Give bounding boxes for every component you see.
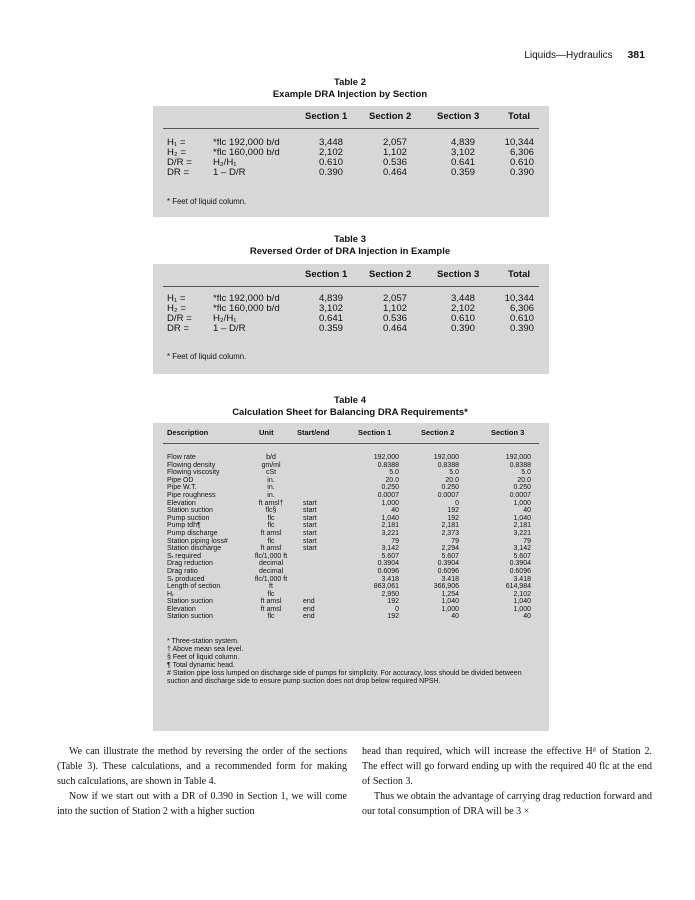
cell: 192,000: [433, 454, 459, 461]
cell: 40: [523, 613, 531, 621]
cell: 863,061: [373, 583, 399, 591]
table4-footnote: § Feet of liquid column.: [167, 654, 240, 661]
row-symbol: H₂ =: [167, 303, 186, 314]
cell: end: [303, 605, 315, 613]
row-description: 1 – D/R: [213, 323, 246, 334]
cell: 2,102: [450, 303, 475, 314]
cell: flc/1,000 ft: [254, 552, 288, 560]
cell: 0.0007: [437, 491, 459, 499]
cell: 366,906: [433, 583, 459, 591]
cell: Hᵣ: [167, 590, 174, 598]
cell: Station suction: [167, 507, 213, 515]
cell: 1,040: [513, 598, 531, 606]
cell: start: [303, 529, 317, 537]
table3-footnote: * Feet of liquid column.: [167, 352, 247, 361]
cell: 3,221: [513, 529, 531, 537]
table-row: [153, 538, 549, 546]
cell: 5.607: [513, 552, 531, 560]
cell: Flowing viscosity: [167, 469, 220, 477]
cell: cSt: [265, 469, 277, 477]
body-paragraph: Thus we obtain the advantage of carrying drag reduction forward and our total consumption of DRA will be 3 ×: [362, 791, 652, 817]
cell: 4,839: [318, 293, 343, 304]
cell: 2,181: [441, 522, 459, 530]
row-symbol: DR =: [167, 323, 190, 334]
cell: flc: [267, 537, 275, 545]
table4-col-description: Description: [167, 428, 209, 437]
row-description: *flc 192,000 b/d: [213, 137, 280, 148]
cell: 6,306: [509, 303, 534, 314]
body-paragraph: Now if we start out with a DR of 0.390 in Section 1, we will come into the suction of Station 2 with a higher suction: [57, 791, 347, 817]
cell: ft amsl: [260, 605, 282, 613]
cell: flc: [267, 514, 275, 522]
cell: 0.610: [509, 313, 534, 324]
cell: 0.610: [509, 157, 534, 168]
cell: 0.390: [318, 167, 343, 178]
cell: start: [303, 514, 317, 522]
cell: ft amsl†: [258, 499, 284, 507]
cell: in.: [267, 491, 275, 499]
table4-header-row: [153, 423, 549, 439]
cell: 192,000: [505, 454, 531, 461]
page-number: 381: [627, 49, 645, 61]
cell: decimal: [258, 567, 284, 575]
cell: 1,254: [441, 590, 459, 598]
cell: Pump discharge: [167, 529, 218, 537]
cell: 5.607: [441, 552, 459, 560]
row-description: H₂/H₁: [213, 157, 237, 168]
cell: 5.0: [389, 469, 399, 477]
table3-col-4: Total: [508, 269, 530, 280]
cell: 79: [523, 537, 531, 545]
cell: 0.359: [318, 323, 343, 334]
cell: 3,102: [450, 147, 475, 158]
cell: 2,294: [441, 545, 459, 553]
table-row: [153, 500, 549, 508]
cell: 2,950: [381, 590, 399, 598]
cell: 0.464: [382, 167, 407, 178]
cell: 0.610: [318, 157, 343, 168]
table2-col-2: Section 2: [369, 111, 412, 122]
table-row: [153, 477, 549, 485]
cell: 0.390: [509, 167, 534, 178]
cell: Station piping loss#: [167, 537, 228, 545]
table-row: [153, 469, 549, 477]
cell: 3.418: [381, 575, 399, 583]
cell: 0.6096: [437, 567, 459, 575]
table3-rule: [163, 286, 539, 287]
cell: 0.390: [450, 323, 475, 334]
cell: 0.8388: [437, 461, 459, 469]
cell: decimal: [258, 560, 284, 568]
cell: end: [303, 613, 315, 621]
cell: 3,102: [318, 303, 343, 314]
cell: 2,057: [382, 293, 407, 304]
cell: 20.0: [445, 476, 459, 484]
cell: ft amsl: [260, 545, 282, 553]
table2-col-1: Section 1: [305, 111, 348, 122]
cell: 6,306: [509, 147, 534, 158]
row-description: H₂/H₁: [213, 313, 237, 324]
cell: 0.641: [450, 157, 475, 168]
table4-col-startend: Start/end: [297, 428, 330, 437]
cell: Pipe OD: [167, 476, 194, 484]
row-description: *flc 160,000 b/d: [213, 303, 280, 314]
cell: Sᵣ required: [167, 552, 201, 560]
cell: 0.359: [450, 167, 475, 178]
row-symbol: H₂ =: [167, 147, 186, 158]
cell: flc: [267, 590, 275, 598]
table4-col-section3: Section 3: [491, 428, 525, 437]
table3-body: [153, 294, 549, 334]
table-row: [153, 324, 549, 334]
table4-title: Calculation Sheet for Balancing DRA Requirements*: [232, 407, 468, 418]
row-description: *flc 160,000 b/d: [213, 147, 280, 158]
cell: 2,373: [441, 529, 459, 537]
table-row: [153, 507, 549, 515]
cell: start: [303, 545, 317, 553]
cell: ft: [269, 583, 273, 591]
cell: start: [303, 507, 317, 515]
cell: 0.250: [513, 484, 531, 492]
cell: 1,000: [381, 499, 399, 507]
cell: 0: [455, 499, 459, 507]
cell: 614,984: [505, 583, 531, 591]
cell: Sᵣ produced: [167, 575, 205, 583]
table3-caption: [150, 234, 550, 258]
body-paragraph: head than required, which will increase the effective Hᵈ of Station 2. The effect will go forward ending up with the required 40 flc at the end of Section 3.: [362, 746, 652, 787]
cell: 1,040: [513, 514, 531, 522]
cell: 192: [447, 507, 459, 515]
cell: Elevation: [167, 499, 196, 507]
table-row: [153, 583, 549, 591]
cell: in.: [267, 484, 275, 492]
cell: 0.250: [381, 484, 399, 492]
cell: 79: [391, 537, 399, 545]
table4-footnotes: [153, 638, 549, 686]
cell: 0.8388: [377, 461, 399, 469]
cell: 0.536: [382, 313, 407, 324]
table-row: [153, 522, 549, 530]
table2-col-3: Section 3: [437, 111, 480, 122]
cell: 192: [387, 613, 399, 621]
table-row: [153, 568, 549, 576]
cell: Station suction: [167, 598, 213, 606]
cell: 40: [451, 613, 459, 621]
table3-col-3: Section 3: [437, 269, 480, 280]
table2-number: Table 2: [333, 77, 367, 88]
cell: 192: [387, 598, 399, 606]
table-row: [153, 576, 549, 584]
cell: Pipe roughness: [167, 491, 216, 499]
cell: 1,040: [381, 514, 399, 522]
cell: 0.6096: [509, 567, 531, 575]
table-row: [153, 530, 549, 538]
cell: 3,142: [381, 545, 399, 553]
cell: 4,839: [450, 137, 475, 148]
table3-header-row: [153, 264, 549, 284]
cell: 2,102: [513, 590, 531, 598]
table4-footnote: * Three-station system.: [167, 638, 239, 645]
cell: 5.607: [381, 552, 399, 560]
table-row: [153, 454, 549, 462]
cell: 10,344: [504, 293, 534, 304]
table-row: [153, 492, 549, 500]
table2-title: Example DRA Injection by Section: [272, 89, 428, 100]
cell: Station suction: [167, 613, 213, 621]
cell: 2,181: [513, 522, 531, 530]
table-row: [153, 560, 549, 568]
table2: [153, 106, 549, 217]
table3-col-1: Section 1: [305, 269, 348, 280]
cell: 2,181: [381, 522, 399, 530]
cell: 0.250: [441, 484, 459, 492]
cell: 0.6096: [377, 567, 399, 575]
table2-col-4: Total: [508, 111, 530, 122]
cell: 2,102: [318, 147, 343, 158]
cell: start: [303, 499, 317, 507]
body-right-column: [362, 744, 652, 819]
table-row: [153, 545, 549, 553]
cell: 2,057: [382, 137, 407, 148]
cell: flc: [267, 613, 275, 621]
row-symbol: DR =: [167, 167, 190, 178]
table3-title: Reversed Order of DRA Injection in Example: [249, 246, 451, 257]
cell: 3.418: [513, 575, 531, 583]
cell: 0.390: [509, 323, 534, 334]
cell: 5.0: [449, 469, 459, 477]
cell: 3,221: [381, 529, 399, 537]
cell: 0.641: [318, 313, 343, 324]
table4-body: [153, 454, 549, 621]
cell: 0.0007: [509, 491, 531, 499]
table-row: [153, 591, 549, 599]
table-row: [153, 168, 549, 178]
cell: 20.0: [385, 476, 399, 484]
row-symbol: H₁ =: [167, 293, 186, 304]
body-left-column: [57, 744, 347, 819]
cell: 3.418: [441, 575, 459, 583]
table-row: [153, 484, 549, 492]
cell: 0.8388: [509, 461, 531, 469]
cell: Drag reduction: [167, 560, 213, 568]
cell: in.: [267, 476, 275, 484]
table2-body: [153, 138, 549, 178]
cell: 1,000: [441, 605, 459, 613]
cell: 0.536: [382, 157, 407, 168]
cell: Pump tdh¶: [167, 522, 201, 530]
table2-header-row: [153, 106, 549, 126]
cell: flc/1,000 ft: [254, 575, 288, 583]
row-description: *flc 192,000 b/d: [213, 293, 280, 304]
row-symbol: D/R =: [167, 313, 192, 324]
cell: 10,344: [504, 137, 534, 148]
cell: ft amsl: [260, 529, 282, 537]
cell: 1,000: [513, 499, 531, 507]
cell: start: [303, 522, 317, 530]
cell: 192: [447, 514, 459, 522]
cell: b/d: [266, 454, 276, 461]
cell: gm/ml: [261, 461, 281, 469]
table4-footnote: ¶ Total dynamic head.: [167, 662, 235, 669]
cell: Flow rate: [167, 454, 196, 461]
table3-number: Table 3: [333, 234, 367, 245]
table-row: [153, 462, 549, 470]
cell: 0.3904: [509, 560, 531, 568]
table4-footnote: † Above mean sea level.: [167, 646, 244, 653]
cell: ft amsl: [260, 598, 282, 606]
cell: 3,448: [318, 137, 343, 148]
running-title: Liquids—Hydraulics: [524, 50, 613, 61]
cell: 5.0: [521, 469, 531, 477]
table-row: [153, 553, 549, 561]
row-description: 1 – D/R: [213, 167, 246, 178]
cell: 0.610: [450, 313, 475, 324]
table2-footnote: * Feet of liquid column.: [167, 197, 247, 206]
cell: Pump suction: [167, 514, 210, 522]
table4-col-unit: Unit: [259, 428, 274, 437]
table2-caption: [150, 77, 550, 101]
cell: 40: [391, 507, 399, 515]
table4-rule: [163, 443, 539, 444]
cell: end: [303, 598, 315, 606]
cell: Flowing density: [167, 461, 216, 469]
cell: 1,040: [441, 598, 459, 606]
cell: 0.3904: [437, 560, 459, 568]
cell: flc§: [265, 507, 277, 515]
body-paragraph: We can illustrate the method by reversing the order of the sections (Table 3). These calculations, and a recommended form for making such calculations, are shown in Table 4.: [57, 746, 347, 787]
cell: 0.464: [382, 323, 407, 334]
row-symbol: H₁ =: [167, 137, 186, 148]
cell: Station discharge: [167, 545, 222, 553]
cell: Length of section: [167, 583, 221, 591]
cell: 0.0007: [377, 491, 399, 499]
table-row: [153, 606, 549, 614]
table-row: [153, 515, 549, 523]
table3-col-2: Section 2: [369, 269, 412, 280]
cell: 192,000: [373, 454, 399, 461]
cell: 1,000: [513, 605, 531, 613]
table2-rule: [163, 128, 539, 129]
row-symbol: D/R =: [167, 157, 192, 168]
cell: Elevation: [167, 605, 196, 613]
cell: 0: [395, 605, 399, 613]
table4-col-section2: Section 2: [421, 428, 455, 437]
cell: 1,102: [382, 303, 407, 314]
cell: Pipe W.T.: [167, 484, 197, 492]
cell: flc: [267, 522, 275, 530]
table4-number: Table 4: [333, 395, 367, 406]
cell: 20.0: [517, 476, 531, 484]
cell: 40: [523, 507, 531, 515]
cell: 1,102: [382, 147, 407, 158]
cell: 3,142: [513, 545, 531, 553]
running-header: [524, 49, 645, 61]
cell: 79: [451, 537, 459, 545]
cell: Drag ratio: [167, 567, 198, 575]
cell: start: [303, 537, 317, 545]
cell: 3,448: [450, 293, 475, 304]
table4: [153, 423, 549, 731]
table4-caption: [150, 395, 550, 419]
table-row: [153, 613, 549, 621]
cell: 0.3904: [377, 560, 399, 568]
table4-footnote: # Station pipe loss lumped on discharge side of pumps for simplicity. For accuracy, loss should be divided between suction and discharge side to ensure pump suction does not drop below required NPSH.: [167, 670, 522, 685]
table4-col-section1: Section 1: [358, 428, 392, 437]
table3: [153, 264, 549, 374]
table-row: [153, 598, 549, 606]
